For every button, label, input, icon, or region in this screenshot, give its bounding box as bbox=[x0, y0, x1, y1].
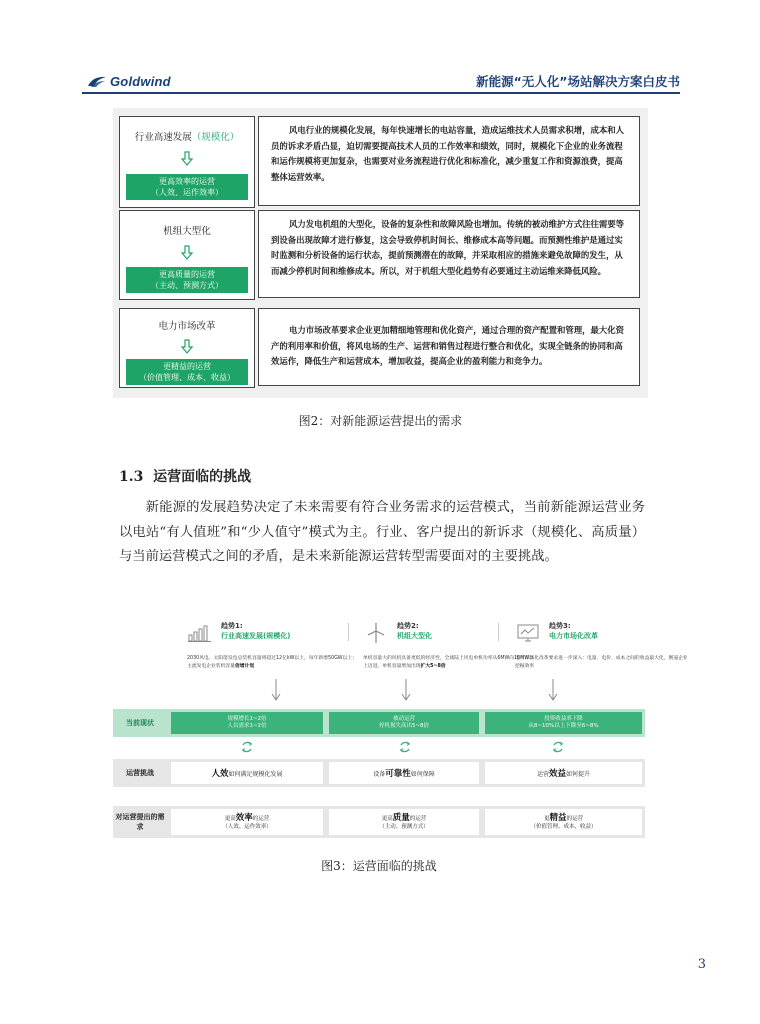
section-paragraph: 新能源的发展趋势决定了未来需要有符合业务需求的运营模式，当前新能源运营业务以电站“有人值班”和“少人值守”模式为主。行业、客户提出的新诉求（规模化、高质量）与当前运营模式之间的矛盾，是未来新能源运营转型需要面对的主要挑战。 bbox=[119, 500, 645, 564]
current-state-cell: 规模增长1~2倍 人员需求1~2倍 bbox=[171, 712, 323, 734]
requirement-row bbox=[113, 116, 648, 208]
trend-1: 趋势1: 行业高速发展(规模化) 2030风电、太阳能发电总装机容量将超过12亿kW以上，每年新增50GW以上；主流发电企业装机容量倍增计划 bbox=[185, 619, 360, 679]
document-title: 新能源“无人化”场站解决方案白皮书 bbox=[476, 74, 680, 89]
page-number: 3 bbox=[697, 957, 706, 972]
figure-3 bbox=[113, 613, 688, 843]
header-rule bbox=[82, 92, 680, 94]
trend-description: 单机容量大的风机具备更低的经济性，全球陆上风电单机功率从6MW向10MW以上迈进，单机容量增加出现扩大5~8倍 bbox=[363, 656, 534, 669]
bar-chart-icon bbox=[187, 623, 213, 643]
section-heading: 1.3 运营面临的挑战 bbox=[119, 469, 252, 485]
trend-2: 趋势2: 机组大型化 单机容量大的风机具备更低的经济性，全球陆上风电单机功率从6MW向10MW以上迈进，单机容量增加出现扩大5~8倍 bbox=[361, 619, 536, 679]
arrow-down-icon bbox=[401, 679, 411, 701]
current-state-cell: 投资收益率下降 从8~10%以上下降至6~8% bbox=[485, 712, 642, 734]
driver-explanation: 风电行业的规模化发展，每年快速增长的电站容量，造成运维技术人员需求积增，成本和人员的诉求矛盾凸显，迫切需要提高技术人员的工作效率和绩效，同时，规模化下企业的业务流程和运作规模将更加复杂，也需要对业务流程进行优化和标准化，减少重复工作和资源浪费，提高整体运营效率。 bbox=[258, 116, 640, 206]
cycle-icon bbox=[398, 740, 412, 754]
divider bbox=[348, 623, 349, 641]
arrow-down-icon bbox=[548, 679, 558, 701]
challenge-cell: 人效 如何满足规模化发展 bbox=[171, 762, 323, 784]
cycle-icon bbox=[551, 740, 565, 754]
driver-box bbox=[119, 308, 255, 388]
band-label: 当前现状 bbox=[126, 719, 154, 727]
arrow-down-icon bbox=[181, 339, 193, 355]
band-label: 对运营提出的需求 bbox=[115, 813, 165, 831]
demand-cell: 更高质量的运营 （主动、预测方式） bbox=[329, 809, 479, 835]
demand-cell: 更高效率的运营 （人效、运作效率） bbox=[171, 809, 323, 835]
goldwind-logo bbox=[87, 72, 171, 90]
trend-description: 2030风电、太阳能发电总装机容量将超过12亿kW以上，每年新增50GW以上；主流发电企业装机容量倍增计划 bbox=[187, 656, 357, 669]
driver-box bbox=[119, 116, 255, 208]
monitor-icon bbox=[515, 623, 541, 643]
driver-title: 机组大型化 bbox=[163, 226, 211, 237]
driver-title: 电力市场改革 bbox=[158, 321, 216, 332]
logo-text: Goldwind bbox=[110, 73, 171, 89]
arrow-down-icon bbox=[271, 679, 281, 701]
current-state-cell: 被动运营 停机损失高出5~8倍 bbox=[329, 712, 479, 734]
trend-3: 趋势3: 电力市场化改革 电力市场化改革要求进一步深入：电量、电价、成本之间的收益最大化，倒逼企业挖掘效率 bbox=[515, 622, 688, 669]
requirement-row bbox=[113, 308, 648, 388]
figure-2-caption: 图2：对新能源运营提出的需求 bbox=[298, 414, 463, 428]
cycle-icon bbox=[240, 740, 254, 754]
operation-need-label: 更高质量的运营 （主动、预测方式） bbox=[126, 267, 248, 293]
driver-explanation: 电力市场改革要求企业更加精细地管理和优化资产，通过合理的资产配置和管理，最大化资产的利用率和价值，将风电场的生产、运营和销售过程进行整合和优化，实现全链条的协同和高效运作，降低生产和运营成本，增加收益，提高企业的盈利能力和竞争力。 bbox=[258, 308, 640, 386]
driver-title: 行业高速发展（规模化） bbox=[134, 132, 240, 143]
trend-description: 电力市场化改革要求进一步深入：电量、电价、成本之间的收益最大化，倒逼企业挖掘效率 bbox=[515, 656, 688, 669]
band-label: 运营挑战 bbox=[126, 769, 154, 777]
wind-turbine-icon bbox=[363, 623, 389, 643]
demand-band bbox=[113, 806, 645, 838]
arrow-down-icon bbox=[181, 151, 193, 167]
operation-need-label: 更高效率的运营 （人效、运作效率） bbox=[126, 174, 248, 200]
current-state-band bbox=[113, 709, 645, 737]
goldwind-swoosh-icon bbox=[87, 74, 107, 88]
figure-3-caption: 图3：运营面临的挑战 bbox=[321, 859, 437, 873]
requirement-row bbox=[113, 210, 648, 302]
challenge-band bbox=[113, 759, 645, 787]
driver-box bbox=[119, 210, 255, 300]
divider bbox=[498, 623, 499, 641]
challenge-cell: 设备 可靠性 如何保障 bbox=[329, 762, 479, 784]
arrow-down-icon bbox=[181, 245, 193, 261]
operation-need-label: 更精益的运营 （价值管理、成本、收益） bbox=[126, 359, 248, 385]
driver-explanation: 风力发电机组的大型化，设备的复杂性和故障风险也增加。传统的被动维护方式往往需要等到设备出现故障才进行修复，这会导致停机时间长、维修成本高等问题。而预测性维护是通过实时监测和分析设备的运行状态，提前预测潜在的故障，并采取相应的措施来避免故障的发生，从而减少停机时间和维修成本。所以，对于机组大型化趋势有必要通过主动运维来降低风险。 bbox=[258, 210, 640, 298]
demand-cell: 更精益的运营 （价值管理、成本、收益） bbox=[485, 809, 642, 835]
challenge-cell: 运营 效益 如何提升 bbox=[485, 762, 642, 784]
figure-2 bbox=[113, 108, 648, 398]
